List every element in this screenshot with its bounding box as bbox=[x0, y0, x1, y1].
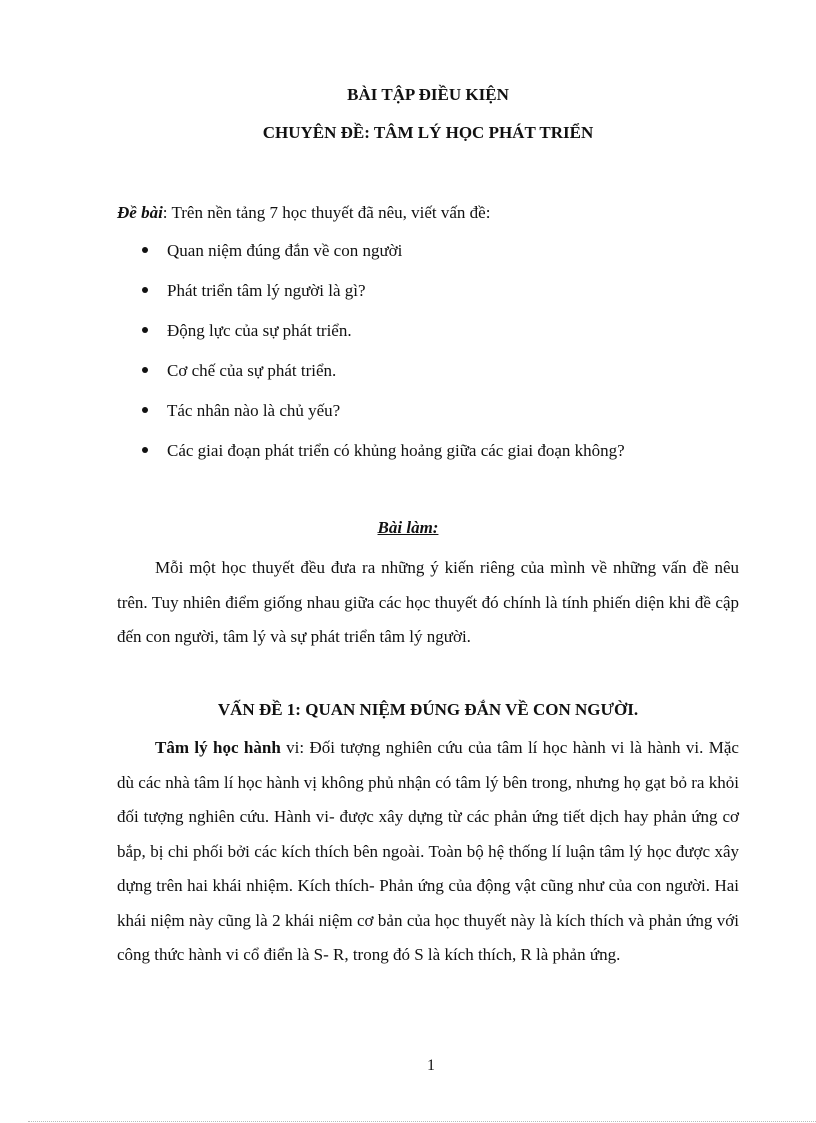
list-item bbox=[140, 392, 625, 432]
bullet-icon bbox=[142, 327, 148, 333]
document-subtitle: CHUYÊN ĐỀ: TÂM LÝ HỌC PHÁT TRIỂN bbox=[262, 123, 594, 142]
list-item bbox=[140, 352, 625, 392]
assignment-list bbox=[140, 232, 625, 472]
bullet-icon bbox=[142, 247, 148, 253]
bullet-icon bbox=[142, 287, 148, 293]
assignment-label: Đề bài bbox=[117, 203, 163, 222]
assignment-text: : Trên nền tảng 7 học thuyết đã nêu, viết vấn đề: bbox=[162, 203, 491, 222]
section-lead-term: Tâm lý học hành bbox=[155, 738, 281, 757]
answer-intro-paragraph: Mỗi một học thuyết đều đưa ra những ý kiến riêng của mình về những vấn đề nêu trên. Tuy nhiên điểm giống nhau giữa các học thuyết đó chính là tính phiến diện khi đề cập đến con người, tâm lý và sự phát triển tâm lý người. bbox=[117, 558, 739, 646]
list-item bbox=[140, 272, 625, 312]
list-item-text: Các giai đoạn phát triển có khủng hoảng giữa các giai đoạn không? bbox=[167, 441, 625, 460]
section-heading: VẤN ĐỀ 1: QUAN NIỆM ĐÚNG ĐẮN VỀ CON NGƯỜI. bbox=[217, 700, 639, 719]
list-item bbox=[140, 432, 625, 472]
page-number: 1 bbox=[427, 1057, 435, 1074]
document-title: BÀI TẬP ĐIỀU KIỆN bbox=[347, 85, 509, 104]
list-item-text: Tác nhân nào là chủ yếu? bbox=[167, 401, 341, 420]
list-item bbox=[140, 232, 625, 272]
bullet-icon bbox=[142, 407, 148, 413]
list-item-text: Phát triển tâm lý người là gì? bbox=[167, 281, 366, 300]
section-paragraph bbox=[117, 731, 739, 973]
page-footer-divider bbox=[28, 1121, 816, 1122]
list-item bbox=[140, 312, 625, 352]
assignment-prompt bbox=[117, 203, 490, 223]
section-body-text: vi: Đối tượng nghiên cứu của tâm lí học hành vi là hành vi. Mặc dù các nhà tâm lí học hành vị không phủ nhận có tâm lý bên trong, nhưng họ gạt bỏ ra khỏi đối tượng nghiên cứu. Hành vi- được xây dựng từ các phản ứng tiết dịch hay phản ứng cơ bắp, bị chi phối bởi các kích thích bên ngoài. Toàn bộ hệ thống lí luận tâm lý học được xây dựng trên hai khái nhiệm. Kích thích- Phản ứng của động vật cũng như của con người. Hai khái niệm này cũng là 2 khái niệm cơ bản của học thuyết này là kích thích và phản ứng với công thức hành vi cổ điển là S- R, trong đó S là kích thích, R là phản ứng. bbox=[117, 738, 739, 964]
bullet-icon bbox=[142, 447, 148, 453]
list-item-text: Động lực của sự phát triển. bbox=[167, 321, 352, 340]
bullet-icon bbox=[142, 367, 148, 373]
list-item-text: Quan niệm đúng đắn về con người bbox=[167, 241, 403, 260]
answer-heading: Bài làm: bbox=[377, 518, 439, 537]
list-item-text: Cơ chế của sự phát triển. bbox=[167, 361, 337, 380]
